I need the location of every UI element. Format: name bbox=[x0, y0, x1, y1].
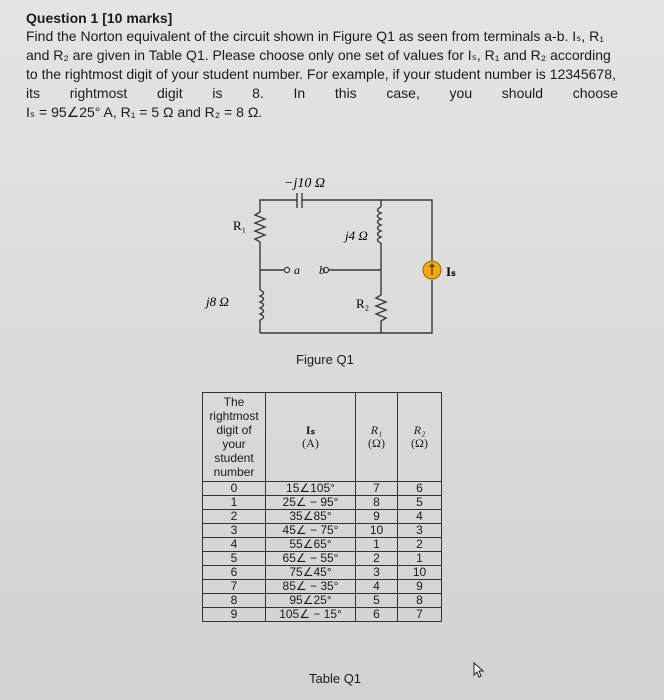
header-is-symbol: Iₛ bbox=[305, 423, 316, 437]
table-row bbox=[203, 608, 442, 622]
cell-r1: 6 bbox=[356, 608, 398, 622]
header-r2-symbol: R₂ bbox=[413, 423, 426, 437]
line4-word: this bbox=[334, 85, 357, 101]
line4-word: rightmost bbox=[69, 85, 128, 101]
mouse-pointer-icon bbox=[472, 662, 486, 678]
cell-r1: 9 bbox=[356, 510, 398, 524]
line4-word: its bbox=[26, 85, 40, 101]
r2-label: R₂ bbox=[356, 296, 370, 311]
terminal-a-label: a bbox=[294, 263, 300, 277]
cell-is: 95∠25° bbox=[266, 594, 356, 608]
inductor-j4-label: j4 Ω bbox=[345, 228, 368, 243]
header-digit: The rightmost digit of your student number bbox=[203, 393, 266, 482]
terminal-a-node bbox=[284, 267, 289, 272]
cell-r2: 9 bbox=[398, 580, 442, 594]
cell-is: 55∠65° bbox=[266, 538, 356, 552]
cell-r1: 2 bbox=[356, 552, 398, 566]
cell-digit: 9 bbox=[203, 608, 266, 622]
header-is bbox=[266, 393, 356, 482]
cell-digit: 4 bbox=[203, 538, 266, 552]
cell-is: 105∠ − 15° bbox=[266, 608, 356, 622]
table-row bbox=[203, 496, 442, 510]
cell-r2: 10 bbox=[398, 566, 442, 580]
cell-digit: 8 bbox=[203, 594, 266, 608]
cell-is: 75∠45° bbox=[266, 566, 356, 580]
cell-r2: 7 bbox=[398, 608, 442, 622]
question-text-line-2: and R₂ are given in Table Q1. Please choose only one set of values for Iₛ, R₁ and R₂ according bbox=[26, 47, 611, 63]
cell-is: 25∠ − 95° bbox=[266, 496, 356, 510]
source-label: Iₛ bbox=[446, 264, 456, 279]
header-r1-symbol: R₁ bbox=[370, 423, 383, 437]
table-row bbox=[203, 482, 442, 496]
r1-label: R₁ bbox=[233, 218, 247, 233]
table-row bbox=[203, 538, 442, 552]
cell-is: 45∠ − 75° bbox=[266, 524, 356, 538]
cell-is: 85∠ − 35° bbox=[266, 580, 356, 594]
question-text-line-3: to the rightmost digit of your student number. For example, if your student number is 12345678, bbox=[26, 66, 616, 82]
cell-digit: 7 bbox=[203, 580, 266, 594]
current-source-icon bbox=[423, 261, 441, 279]
cell-is: 65∠ − 55° bbox=[266, 552, 356, 566]
line4-word: choose bbox=[572, 85, 618, 101]
cell-is: 15∠105° bbox=[266, 482, 356, 496]
cell-digit: 5 bbox=[203, 552, 266, 566]
line4-word: 8. bbox=[252, 85, 264, 101]
table-header-row bbox=[203, 393, 442, 482]
table-row bbox=[203, 524, 442, 538]
header-r1-unit: (Ω) bbox=[368, 436, 385, 450]
header-r2-unit: (Ω) bbox=[411, 436, 428, 450]
line4-word: case, bbox=[386, 85, 420, 101]
cell-r2: 2 bbox=[398, 538, 442, 552]
line4-word: is bbox=[212, 85, 223, 101]
line4-word: should bbox=[501, 85, 544, 101]
terminal-b-label: b bbox=[319, 263, 325, 277]
table-caption: Table Q1 bbox=[309, 671, 362, 686]
header-is-unit: (A) bbox=[302, 436, 319, 450]
cell-r2: 5 bbox=[398, 496, 442, 510]
table-row bbox=[203, 566, 442, 580]
table-row bbox=[203, 580, 442, 594]
cell-r1: 1 bbox=[356, 538, 398, 552]
cell-digit: 3 bbox=[203, 524, 266, 538]
cell-r1: 5 bbox=[356, 594, 398, 608]
table-row bbox=[203, 552, 442, 566]
header-r2 bbox=[398, 393, 442, 482]
cell-r1: 8 bbox=[356, 496, 398, 510]
cell-r1: 3 bbox=[356, 566, 398, 580]
cell-r1: 10 bbox=[356, 524, 398, 538]
inductor-j8-label: j8 Ω bbox=[206, 294, 229, 309]
cell-digit: 1 bbox=[203, 496, 266, 510]
cell-r1: 4 bbox=[356, 580, 398, 594]
cell-r1: 7 bbox=[356, 482, 398, 496]
cell-r2: 4 bbox=[398, 510, 442, 524]
cell-is: 35∠85° bbox=[266, 510, 356, 524]
question-text-line-5: Iₛ = 95∠25° A, R₁ = 5 Ω and R₂ = 8 Ω. bbox=[26, 104, 263, 120]
line4-word: In bbox=[293, 85, 306, 101]
cell-r2: 1 bbox=[398, 552, 442, 566]
line4-word: digit bbox=[156, 85, 183, 101]
question-text-line-1: Find the Norton equivalent of the circuit shown in Figure Q1 as seen from terminals a-b. Iₛ, R₁ bbox=[26, 28, 604, 44]
cell-digit: 6 bbox=[203, 566, 266, 580]
capacitor-label: −j10 Ω bbox=[284, 176, 325, 191]
question-title: Question 1 [10 marks] bbox=[26, 10, 173, 26]
table-row bbox=[203, 510, 442, 524]
cell-digit: 2 bbox=[203, 510, 266, 524]
line4-word: you bbox=[449, 85, 473, 101]
header-r1 bbox=[356, 393, 398, 482]
cell-r2: 3 bbox=[398, 524, 442, 538]
values-table bbox=[202, 392, 442, 622]
cell-digit: 0 bbox=[203, 482, 266, 496]
cell-r2: 8 bbox=[398, 594, 442, 608]
cell-r2: 6 bbox=[398, 482, 442, 496]
figure-caption: Figure Q1 bbox=[296, 352, 354, 367]
table-row bbox=[203, 594, 442, 608]
